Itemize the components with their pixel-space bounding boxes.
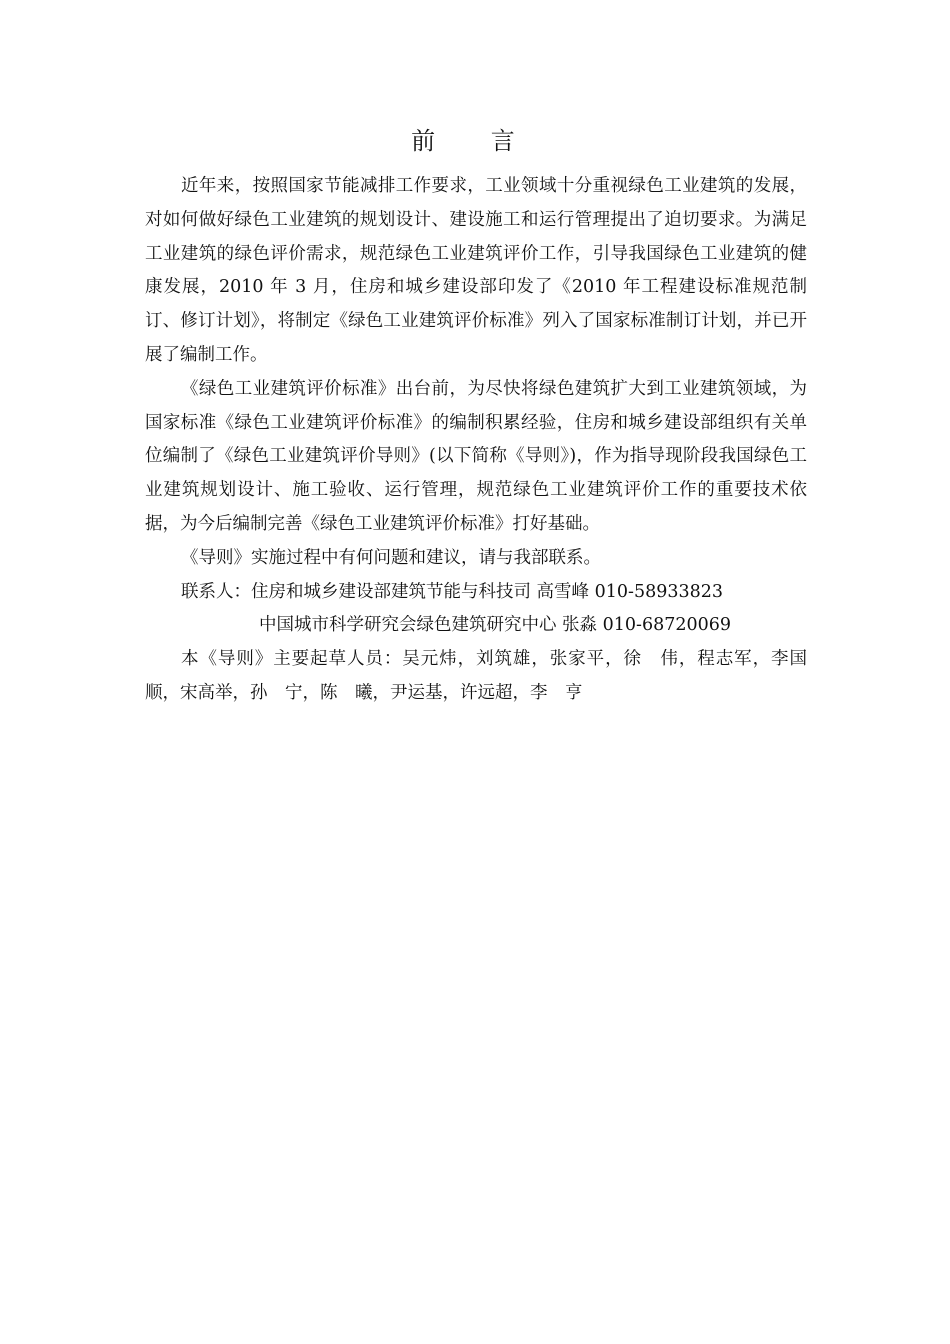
paragraph-background: 近年来，按照国家节能减排工作要求，工业领域十分重视绿色工业建筑的发展，对如何做好绿色工业建筑的规划设计、建设施工和运行管理提出了迫切要求。为满足工业建筑的绿色评价需求，规范绿色工业建筑评价工作，引导我国绿色工业建筑的健康发展，2010 年 3 月，住房和城乡建设部印发了《2010 年工程建设标准规范制订、修订计划》，将制定《绿色工业建筑评价标准》列入了国家标准制订计划，并已开展了编制工作。 bbox=[145, 176, 807, 365]
document-body bbox=[145, 170, 807, 711]
paragraph-drafters: 本《导则》主要起草人员：吴元炜，刘筑雄，张家平，徐 伟，程志军，李国顺，宋高举，孙 宁，陈 曦，尹运基，许远超，李 亨 bbox=[145, 649, 807, 703]
page-title: 前 言 bbox=[411, 127, 539, 155]
contact-line-research-center: 中国城市科学研究会绿色建筑研究中心 张淼 010-68720069 bbox=[259, 615, 732, 636]
contact-line-ministry: 联系人：住房和城乡建设部建筑节能与科技司 高雪峰 010-58933823 bbox=[181, 581, 724, 602]
paragraph-purpose: 《绿色工业建筑评价标准》出台前，为尽快将绿色建筑扩大到工业建筑领域，为国家标准《绿色工业建筑评价标准》的编制积累经验，住房和城乡建设部组织有关单位编制了《绿色工业建筑评价导则》(以下简称《导则》)，作为指导现阶段我国绿色工业建筑规划设计、施工验收、运行管理，规范绿色工业建筑评价工作的重要技术依据，为今后编制完善《绿色工业建筑评价标准》打好基础。 bbox=[145, 378, 807, 534]
paragraph-feedback: 《导则》实施过程中有何问题和建议，请与我部联系。 bbox=[181, 547, 601, 568]
